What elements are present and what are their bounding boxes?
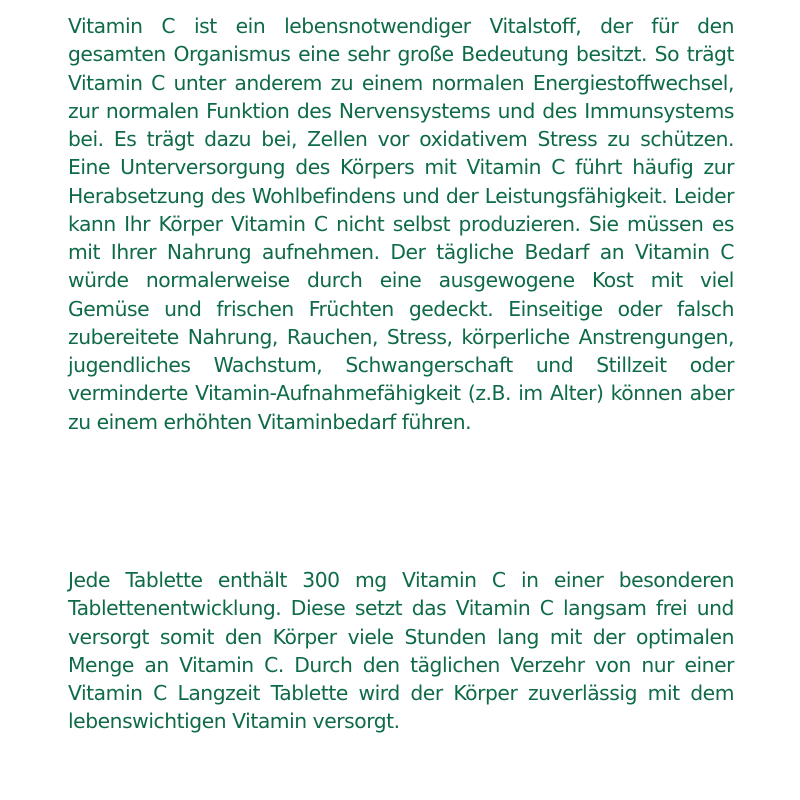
paragraph-vitamin-c-importance: Vitamin C ist ein lebensnotwendiger Vitalstoff, der für den gesamten Organismus eine sehr große Bedeutung besitzt. So trägt Vitamin C unter anderem zu einem normalen Energiestoffwechsel, zur normalen Funktion des Nervensystems und des Immunsystems bei. Es trägt dazu bei, Zellen vor oxidativem Stress zu schützen. Eine Unterversorgung des Körpers mit Vitamin C führt häufig zur Herabsetzung des Wohlbefindens und der Leistungsfähigkeit. Leider kann Ihr Körper Vitamin C nicht selbst produzieren. Sie müssen es mit Ihrer Nahrung aufnehmen. Der tägliche Bedarf an Vitamin C würde normalerweise durch eine ausgewogene Kost mit viel Gemüse und frischen Früchten gedeckt. Einseitige oder falsch zubereitete Nahrung, Rauchen, Stress, körperliche Anstrengungen, jugendliches Wachstum, Schwangerschaft und Stillzeit oder verminderte Vitamin-Aufnahmefähigkeit (z.B. im Alter) können aber zu einem erhöhten Vitaminbedarf führen. bbox=[68, 14, 734, 434]
paragraph-tablet-description: Jede Tablette enthält 300 mg Vitamin C in einer besonderen Tablettenentwicklung. Diese setzt das Vitamin C langsam frei und versorgt somit den Körper viele Stunden lang mit der optimalen Menge an Vitamin C. Durch den täglichen Verzehr von nur einer Vitamin C Langzeit Tablette wird der Körper zuverlässig mit dem lebenswichtigen Vitamin versorgt. bbox=[68, 568, 734, 734]
